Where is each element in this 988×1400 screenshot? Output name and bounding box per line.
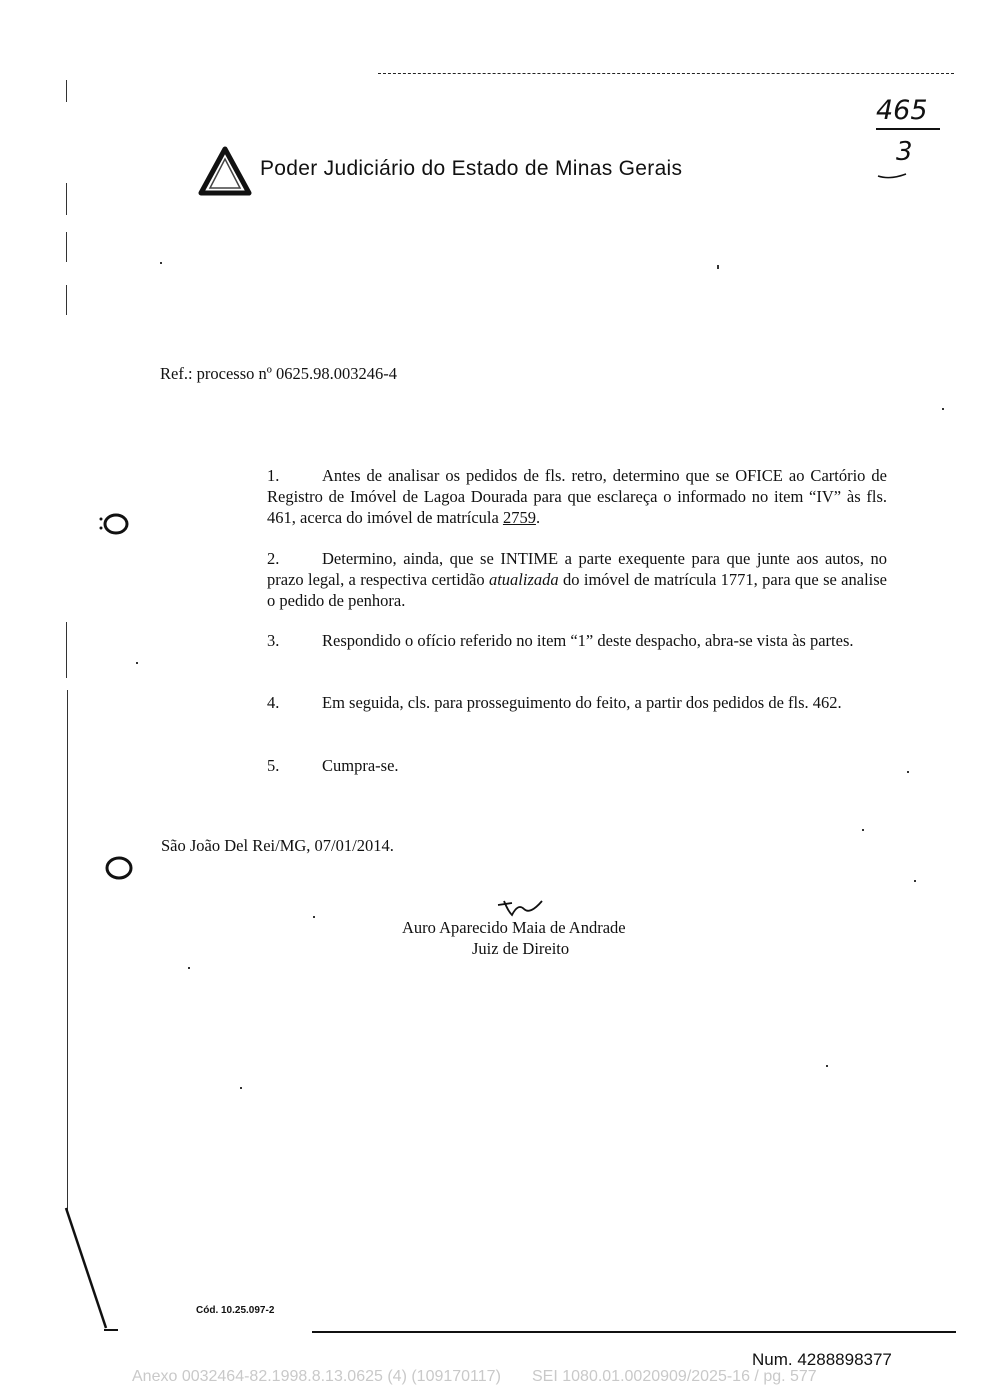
speck [136, 662, 138, 664]
signer-role: Juiz de Direito [472, 939, 570, 958]
speck [942, 408, 944, 410]
margin-mark [66, 622, 67, 678]
matricula-number: 2759 [502, 508, 536, 527]
item-text: Determino, ainda, que se INTIME a parte exequente para que junte aos autos, no prazo legal, a respectiva certidão [267, 549, 887, 589]
scan-edge-line [60, 1200, 130, 1340]
item-text-end: . [535, 508, 541, 527]
order-item-4 [267, 692, 887, 713]
top-rule [378, 73, 954, 74]
page-number-sub: 3 [896, 137, 913, 167]
process-reference: Ref.: processo nº 0625.98.003246-4 [160, 364, 398, 383]
speck [862, 829, 864, 831]
speck [717, 265, 719, 269]
margin-mark [66, 285, 67, 315]
item-number: 3. [267, 631, 280, 650]
order-item-3 [267, 630, 887, 651]
item-text-end: do imóvel de matrícula 1771, para que se analise o pedido de penhora. [267, 570, 887, 610]
item-number: 4. [267, 693, 280, 712]
item-text: Cumpra-se. [322, 756, 399, 775]
item-number: 5. [267, 756, 280, 775]
speck [188, 967, 190, 969]
order-item-5 [267, 755, 887, 776]
speck [826, 1065, 828, 1067]
speck [313, 916, 315, 918]
item-text: Respondido o ofício referido no item “1” deste despacho, abra-se vista às partes. [322, 631, 854, 650]
item-number: 2. [267, 549, 280, 568]
item-text: Em seguida, cls. para prosseguimento do feito, a partir dos pedidos de fls. 462. [322, 693, 842, 712]
order-item-1 [267, 465, 887, 528]
triangle-emblem-icon [198, 146, 252, 198]
item-text: Antes de analisar os pedidos de fls. retro, determino que se OFICE ao Cartório de Registro de Imóvel de Lagoa Dourada para que esclareça o informado no item “IV” às fls. 461, acerca do imóvel de matrícula [267, 466, 887, 527]
page-number: 465 [876, 95, 928, 126]
place-date: São João Del Rei/MG, 07/01/2014. [161, 836, 394, 855]
margin-mark [66, 183, 67, 215]
item-number: 1. [267, 466, 280, 485]
header-title: Poder Judiciário do Estado de Minas Gerais [260, 157, 683, 180]
document-number: Num. 4288898377 [752, 1350, 892, 1369]
margin-mark [66, 232, 67, 262]
page-number-flourish [876, 168, 916, 180]
margin-mark [67, 690, 68, 1215]
footer-annex-info: Anexo 0032464-82.1998.8.13.0625 (4) (109170117) SEI 1080.01.0020909/2025-16 / pg. 577 [132, 1368, 817, 1385]
speck [914, 880, 916, 882]
margin-mark [66, 80, 67, 102]
item-emphasis: atualizada [488, 570, 559, 589]
speck [160, 262, 162, 264]
binder-hole-mark [102, 853, 136, 883]
speck [907, 771, 909, 773]
speck [240, 1087, 242, 1089]
bottom-rule [312, 1331, 956, 1333]
signer-name: Auro Aparecido Maia de Andrade [402, 918, 626, 937]
page-number-underline [876, 128, 940, 130]
binder-hole-mark [96, 508, 136, 542]
order-item-2 [267, 548, 887, 611]
form-code: Cód. 10.25.097-2 [196, 1305, 275, 1316]
